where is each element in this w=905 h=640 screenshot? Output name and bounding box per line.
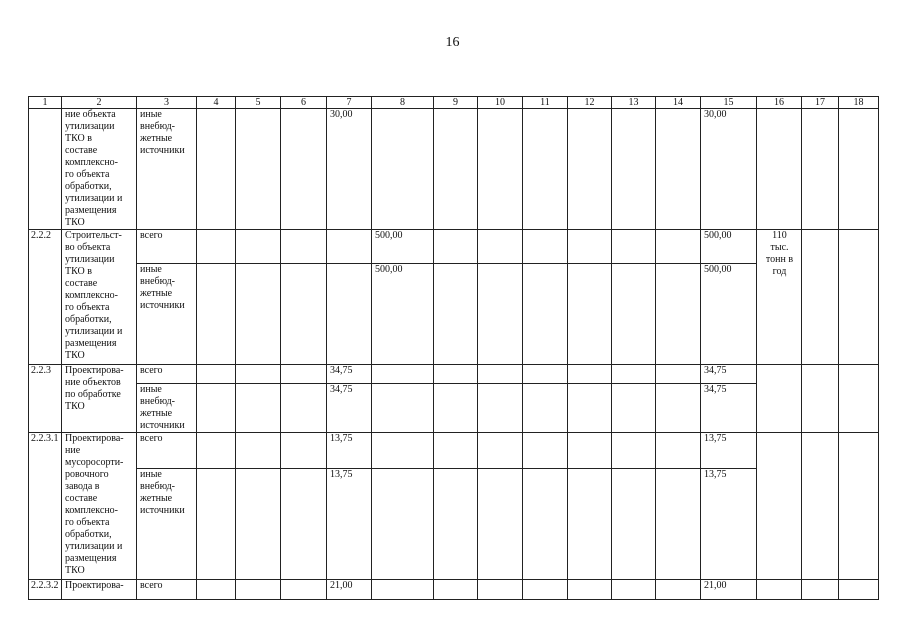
column-header: 7: [327, 97, 372, 109]
column-header: 9: [434, 97, 478, 109]
item-code: 2.2.2: [29, 230, 62, 365]
column-header: 2: [62, 97, 137, 109]
column-header: 8: [372, 97, 434, 109]
column-header: 1: [29, 97, 62, 109]
value-col15: 500,00: [701, 230, 757, 264]
item-name: ние объекта утилизации ТКО в составе комплексно- го объекта обработки, утилизации и размещения ТКО: [62, 109, 137, 230]
table-row: [29, 230, 879, 264]
item-name: Проектирова- ние объектов по обработке ТКО: [62, 365, 137, 433]
item-code: 2.2.3: [29, 365, 62, 433]
value-col15: 13,75: [701, 469, 757, 580]
item-name: Проектирова- ние мусоросорти- ровочного завода в составе комплексно- го объекта обработки, утилизации и размещения ТКО: [62, 433, 137, 580]
value-col8: [372, 580, 434, 600]
table-row: [29, 433, 879, 469]
item-code: 2.2.3.2: [29, 580, 62, 600]
funding-source: всего: [137, 433, 197, 469]
column-number-row: [29, 97, 879, 109]
item-name: Строительст- во объекта утилизации ТКО в составе комплексно- го объекта обработки, утилизации и размещения ТКО: [62, 230, 137, 365]
funding-source: всего: [137, 365, 197, 384]
funding-source: всего: [137, 580, 197, 600]
item-name: Проектирова-: [62, 580, 137, 600]
budget-table: [28, 96, 879, 600]
value-col16: [757, 109, 802, 230]
value-col8: [372, 433, 434, 469]
table-row: [29, 580, 879, 600]
value-col16: 110 тыс. тонн в год: [757, 230, 802, 365]
column-header: 15: [701, 97, 757, 109]
column-header: 6: [281, 97, 327, 109]
funding-source: иные внебюд- жетные источники: [137, 384, 197, 433]
column-header: 11: [523, 97, 568, 109]
column-header: 14: [656, 97, 701, 109]
value-col8: 500,00: [372, 264, 434, 365]
value-col7: 34,75: [327, 365, 372, 384]
column-header: 5: [236, 97, 281, 109]
value-col15: 34,75: [701, 384, 757, 433]
value-col16: [757, 433, 802, 580]
value-col7: [327, 264, 372, 365]
value-col7: 13,75: [327, 433, 372, 469]
item-code: [29, 109, 62, 230]
column-header: 10: [478, 97, 523, 109]
value-col16: [757, 580, 802, 600]
column-header: 17: [802, 97, 839, 109]
table-row: [29, 365, 879, 384]
value-col16: [757, 365, 802, 433]
column-header: 4: [197, 97, 236, 109]
value-col7: [327, 230, 372, 264]
value-col8: [372, 109, 434, 230]
column-header: 13: [612, 97, 656, 109]
value-col7: 13,75: [327, 469, 372, 580]
funding-source: иные внебюд- жетные источники: [137, 109, 197, 230]
value-col7: 30,00: [327, 109, 372, 230]
funding-source: всего: [137, 230, 197, 264]
value-col8: [372, 384, 434, 433]
value-col15: 13,75: [701, 433, 757, 469]
table-row: [29, 384, 879, 433]
page-number: 16: [445, 35, 460, 50]
column-header: 12: [568, 97, 612, 109]
table-row: [29, 109, 879, 230]
table-row: [29, 469, 879, 580]
column-header: 16: [757, 97, 802, 109]
value-col15: 30,00: [701, 109, 757, 230]
value-col8: 500,00: [372, 230, 434, 264]
value-col15: 34,75: [701, 365, 757, 384]
value-col15: 500,00: [701, 264, 757, 365]
item-code: 2.2.3.1: [29, 433, 62, 580]
funding-source: иные внебюд- жетные источники: [137, 264, 197, 365]
value-col8: [372, 365, 434, 384]
value-col7: 34,75: [327, 384, 372, 433]
value-col15: 21,00: [701, 580, 757, 600]
table-row: [29, 264, 879, 365]
funding-source: иные внебюд- жетные источники: [137, 469, 197, 580]
column-header: 3: [137, 97, 197, 109]
value-col7: 21,00: [327, 580, 372, 600]
column-header: 18: [839, 97, 879, 109]
value-col8: [372, 469, 434, 580]
